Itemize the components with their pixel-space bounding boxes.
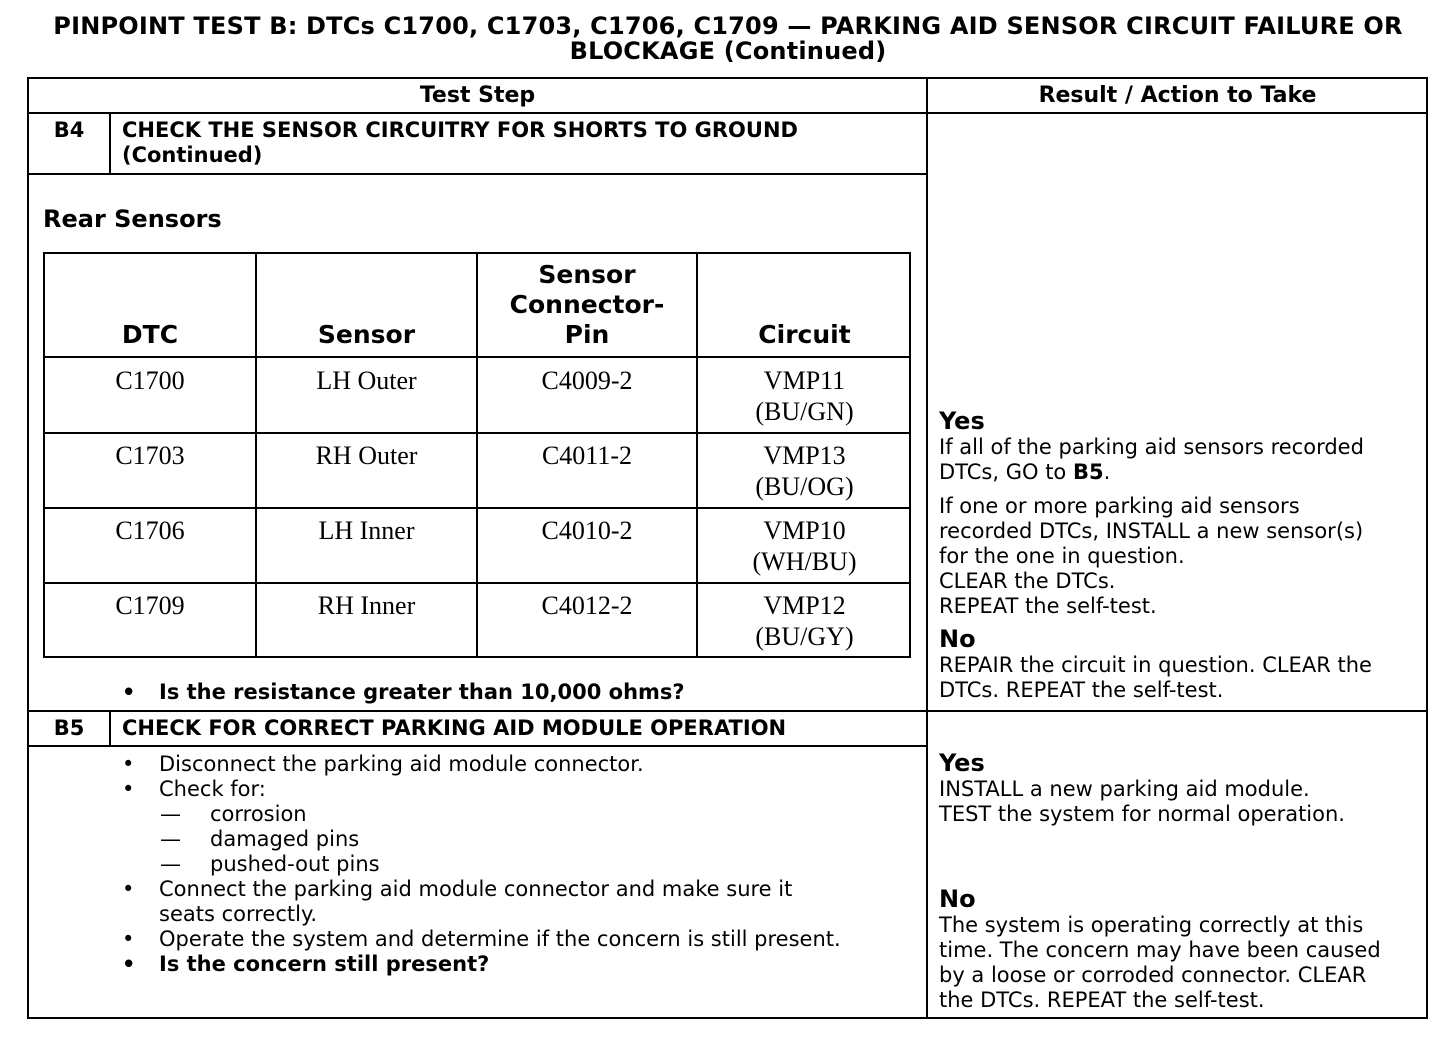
sensor-table-row-divider-2 — [43, 507, 911, 509]
b4-yes-line-3: If one or more parking aid sensors — [939, 494, 1300, 518]
b5-id-divider — [109, 710, 111, 747]
b5-sub-3-text: pushed-out pins — [210, 852, 380, 876]
b4-yes-line-2 — [939, 460, 1372, 485]
b5-no-line-4: the DTCs. REPEAT the self-test. — [939, 988, 1265, 1012]
sensor-table-header-sensor: Sensor — [317, 320, 416, 349]
b4-no-line-1: REPAIR the circuit in question. CLEAR the — [939, 653, 1372, 677]
sensor-table-row-divider-1 — [43, 432, 911, 434]
table-row-4-dtc: C1709 — [115, 591, 185, 620]
table-row-4-sensor: RH Inner — [317, 591, 416, 620]
b4-question-text: Is the resistance greater than 10,000 ohms? — [159, 680, 685, 704]
bullet-dot: • — [122, 927, 135, 951]
b5-sub-1-text: corrosion — [210, 802, 307, 826]
table-row-3-sensor: LH Inner — [318, 516, 415, 545]
header-divider — [27, 112, 1428, 114]
table-row-4-color: (BU/GY) — [755, 622, 854, 651]
sensor-table-header-divider — [43, 356, 911, 358]
bullet-dot: • — [122, 877, 135, 901]
b5-yes-line-2: TEST the system for normal operation. — [939, 802, 1345, 826]
b4-result — [939, 408, 1372, 703]
b4-yes-line-6: CLEAR the DTCs. — [939, 569, 1116, 593]
b4-yes-line-4: recorded DTCs, INSTALL a new sensor(s) — [939, 519, 1364, 543]
table-row-3-pin: C4010-2 — [541, 516, 633, 545]
b4-no-line-2: DTCs. REPEAT the self-test. — [939, 678, 1224, 702]
title-line-2: BLOCKAGE (Continued) — [569, 37, 887, 65]
b4-yes-line-2c: . — [1103, 460, 1111, 484]
bullet-dot: • — [122, 777, 135, 801]
b4-goto-b5: B5 — [1072, 460, 1104, 484]
b5-yes-result — [939, 750, 1345, 827]
table-row-2-color: (BU/OG) — [755, 472, 854, 501]
b4-yes-line-5: for the one in question. — [939, 544, 1185, 568]
table-row-3-circuit: VMP10 — [763, 516, 846, 545]
table-row-1-pin: C4009-2 — [541, 366, 633, 395]
column-divider — [926, 77, 928, 1019]
dash-mark: — — [160, 852, 181, 876]
b5-no-line-2: time. The concern may have been caused — [939, 938, 1381, 962]
b4-yes-line-2a: DTCs, GO to — [939, 460, 1073, 484]
bullet-dot: • — [122, 752, 135, 776]
b5-no-result — [939, 886, 1381, 1013]
table-row-4-pin: C4012-2 — [541, 591, 633, 620]
step-b4-title-line-1: CHECK THE SENSOR CIRCUITRY FOR SHORTS TO GROUND — [122, 118, 798, 142]
bullet-dot: • — [122, 952, 136, 976]
step-b5-title: CHECK FOR CORRECT PARKING AID MODULE OPERATION — [122, 716, 787, 740]
sensor-table-header-dtc: DTC — [121, 320, 179, 349]
b4-title-divider — [27, 173, 927, 175]
b5-no-line-1: The system is operating correctly at this — [939, 913, 1364, 937]
table-row-4-circuit: VMP12 — [763, 591, 846, 620]
b5-bullet-4-text: Operate the system and determine if the concern is still present. — [159, 927, 841, 951]
table-row-2-pin: C4011-2 — [541, 441, 633, 470]
b4-yes-label: Yes — [939, 407, 985, 435]
table-row-1-dtc: C1700 — [115, 366, 185, 395]
table-row-2-sensor: RH Outer — [315, 441, 418, 470]
header-test-step: Test Step — [419, 83, 536, 108]
b5-yes-line-1: INSTALL a new parking aid module. — [939, 777, 1310, 801]
b5-no-line-3: by a loose or corroded connector. CLEAR — [939, 963, 1367, 987]
table-row-3-color: (WH/BU) — [752, 547, 857, 576]
rear-sensors-label: Rear Sensors — [43, 205, 222, 233]
step-b5-id: B5 — [53, 716, 85, 740]
sensor-table-row-divider-3 — [43, 582, 911, 584]
table-row-3-dtc: C1706 — [115, 516, 185, 545]
b5-title-divider — [27, 745, 927, 747]
b4-id-divider — [109, 112, 111, 174]
b4-b5-divider — [27, 710, 1428, 712]
b5-sub-2-text: damaged pins — [210, 827, 360, 851]
dash-mark: — — [160, 802, 181, 826]
table-row-1-color: (BU/GN) — [755, 397, 854, 426]
table-row-1-circuit: VMP11 — [763, 366, 846, 395]
b5-bullet-3-line-2: seats correctly. — [159, 902, 318, 926]
step-b4-title-line-2: (Continued) — [122, 143, 263, 167]
sensor-table-header-circuit: Circuit — [758, 320, 851, 349]
sensor-table-header-pin-line-3: Pin — [564, 320, 610, 349]
step-b4-id: B4 — [53, 118, 85, 142]
b4-yes-line-1: If all of the parking aid sensors recorded — [939, 435, 1364, 459]
sensor-table-header-pin-line-2: Connector- — [509, 290, 665, 319]
b5-bullet-2-text: Check for: — [159, 777, 266, 801]
b5-question-text: Is the concern still present? — [159, 952, 490, 976]
title-line-1: PINPOINT TEST B: DTCs C1700, C1703, C1706, C1709 — PARKING AID SENSOR CIRCUIT FAILURE OR — [53, 12, 1403, 40]
table-row-1-sensor: LH Outer — [316, 366, 417, 395]
b5-no-label: No — [939, 885, 976, 913]
b5-bullet-3-line-1: Connect the parking aid module connector and make sure it — [159, 877, 793, 901]
dash-mark: — — [160, 827, 181, 851]
table-row-2-circuit: VMP13 — [763, 441, 846, 470]
b4-no-label: No — [939, 625, 976, 653]
table-row-2-dtc: C1703 — [115, 441, 185, 470]
b5-yes-label: Yes — [939, 749, 985, 777]
b5-bullet-1-text: Disconnect the parking aid module connector. — [159, 752, 644, 776]
bullet-dot: • — [122, 680, 136, 704]
page-title — [0, 14, 1456, 64]
sensor-table-header-pin-line-1: Sensor — [538, 260, 636, 289]
b4-yes-line-7: REPEAT the self-test. — [939, 594, 1157, 618]
header-result-action: Result / Action to Take — [1038, 83, 1317, 108]
